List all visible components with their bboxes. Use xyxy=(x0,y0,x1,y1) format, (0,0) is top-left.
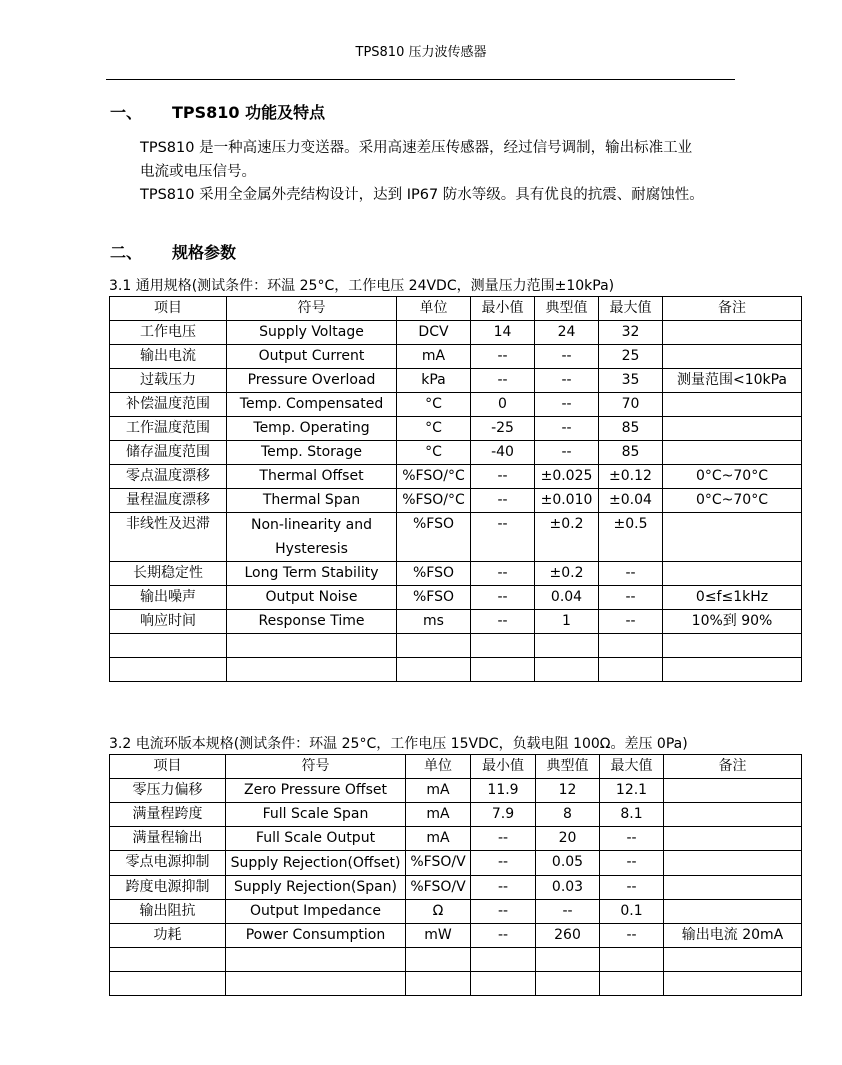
table-cell xyxy=(663,634,802,658)
table-cell: 0.04 xyxy=(535,586,599,610)
table-cell: 85 xyxy=(599,441,663,465)
table-cell xyxy=(110,972,226,996)
table-cell: 0.03 xyxy=(536,876,600,900)
table-cell: 功耗 xyxy=(110,924,226,948)
table-cell: ±0.2 xyxy=(535,513,599,562)
table-cell: 输出噪声 xyxy=(110,586,227,610)
column-header: 最大值 xyxy=(600,755,664,779)
table-cell xyxy=(600,948,664,972)
table-cell: -40 xyxy=(471,441,535,465)
table-cell: 满量程跨度 xyxy=(110,803,226,827)
table-cell: %FSO/V xyxy=(406,851,471,876)
table-row xyxy=(110,972,802,996)
table-cell: -- xyxy=(471,827,536,851)
page-header-title: TPS810 压力波传感器 xyxy=(355,45,487,60)
table-cell xyxy=(536,948,600,972)
table-row xyxy=(110,779,802,803)
table-cell: Supply Rejection(Offset) xyxy=(226,851,406,876)
table-row xyxy=(110,876,802,900)
table-cell: %FSO/°C xyxy=(397,465,471,489)
table-cell xyxy=(535,634,599,658)
table-cell xyxy=(663,345,802,369)
table-cell: 14 xyxy=(471,321,535,345)
table-cell: %FSO/V xyxy=(406,876,471,900)
table-cell: mA xyxy=(406,827,471,851)
table-cell: -- xyxy=(471,465,535,489)
table-cell: 响应时间 xyxy=(110,610,227,634)
table-cell: Temp. Compensated xyxy=(227,393,397,417)
table-cell: ±0.010 xyxy=(535,489,599,513)
column-header: 项目 xyxy=(110,755,226,779)
table-cell: -- xyxy=(600,851,664,876)
table-cell xyxy=(471,948,536,972)
table-cell: 工作温度范围 xyxy=(110,417,227,441)
table-cell: mA xyxy=(397,345,471,369)
table-cell: 0°C~70°C xyxy=(663,489,802,513)
table-cell: -- xyxy=(599,586,663,610)
table-cell: 0 xyxy=(471,393,535,417)
table-cell: -- xyxy=(471,562,535,586)
table-cell: ms xyxy=(397,610,471,634)
table-cell xyxy=(663,513,802,562)
table-cell: 补偿温度范围 xyxy=(110,393,227,417)
table-cell: °C xyxy=(397,417,471,441)
table-cell: -- xyxy=(535,369,599,393)
table-cell: mA xyxy=(406,803,471,827)
table-cell: -- xyxy=(471,610,535,634)
section-1-heading xyxy=(110,100,325,123)
table-cell: Response Time xyxy=(227,610,397,634)
table-cell: 零压力偏移 xyxy=(110,779,226,803)
table-cell: 1 xyxy=(535,610,599,634)
table-cell: 满量程输出 xyxy=(110,827,226,851)
table-cell: -- xyxy=(471,345,535,369)
column-header: 符号 xyxy=(227,297,397,321)
table-cell: Pressure Overload xyxy=(227,369,397,393)
header-row xyxy=(110,297,802,321)
section-2-number: 二、 xyxy=(110,243,143,262)
table-row xyxy=(110,417,802,441)
table-cell: 8 xyxy=(536,803,600,827)
table-cell: -- xyxy=(535,441,599,465)
table-cell: 20 xyxy=(536,827,600,851)
table-cell: Non-linearity and Hysteresis xyxy=(227,513,397,562)
table-row xyxy=(110,489,802,513)
table-cell: 12.1 xyxy=(600,779,664,803)
table-cell: %FSO xyxy=(397,562,471,586)
table-row xyxy=(110,393,802,417)
column-header: 典型值 xyxy=(535,297,599,321)
table-cell: 0≤f≤1kHz xyxy=(663,586,802,610)
table-cell xyxy=(600,972,664,996)
table-cell xyxy=(599,634,663,658)
table-cell xyxy=(664,948,802,972)
table-body xyxy=(110,755,802,996)
table-cell: Ω xyxy=(406,900,471,924)
column-header: 项目 xyxy=(110,297,227,321)
table-cell: -- xyxy=(535,417,599,441)
general-spec-table xyxy=(109,296,802,682)
table-cell: -- xyxy=(600,924,664,948)
table-cell: 量程温度漂移 xyxy=(110,489,227,513)
table-cell: 过载压力 xyxy=(110,369,227,393)
current-loop-spec-table xyxy=(109,754,802,996)
table-cell: Thermal Span xyxy=(227,489,397,513)
table-cell xyxy=(663,658,802,682)
table-cell: -- xyxy=(471,489,535,513)
table-cell: -- xyxy=(471,924,536,948)
table-cell: 85 xyxy=(599,417,663,441)
table-cell: -- xyxy=(599,562,663,586)
section-2-title: 规格参数 xyxy=(172,243,237,262)
table-cell: DCV xyxy=(397,321,471,345)
section-1-title: TPS810 功能及特点 xyxy=(172,103,326,122)
table-cell xyxy=(471,972,536,996)
table-cell xyxy=(663,393,802,417)
table-cell: 260 xyxy=(536,924,600,948)
table-cell xyxy=(664,876,802,900)
table-cell xyxy=(664,851,802,876)
table-cell: ±0.025 xyxy=(535,465,599,489)
section-2-heading xyxy=(110,240,236,263)
table-cell: -- xyxy=(535,393,599,417)
table-cell: Long Term Stability xyxy=(227,562,397,586)
table-row xyxy=(110,586,802,610)
table-cell: 长期稳定性 xyxy=(110,562,227,586)
table-cell: 32 xyxy=(599,321,663,345)
table-cell xyxy=(397,634,471,658)
table-cell: -- xyxy=(471,851,536,876)
column-header: 单位 xyxy=(397,297,471,321)
table-cell: -- xyxy=(536,900,600,924)
table-row xyxy=(110,321,802,345)
table-cell xyxy=(663,562,802,586)
table-cell: 7.9 xyxy=(471,803,536,827)
table-cell xyxy=(663,441,802,465)
section-1-paragraph-line-2: 电流或电压信号。 xyxy=(140,164,256,180)
table-cell xyxy=(664,779,802,803)
column-header: 典型值 xyxy=(536,755,600,779)
table-cell xyxy=(664,827,802,851)
table-cell: 输出电流 xyxy=(110,345,227,369)
table-cell: 输出阻抗 xyxy=(110,900,226,924)
table-cell: %FSO xyxy=(397,586,471,610)
table-cell: Full Scale Span xyxy=(226,803,406,827)
table-cell xyxy=(110,658,227,682)
table-cell: Thermal Offset xyxy=(227,465,397,489)
section-1-paragraph-line-1: TPS810 是一种高速压力变送器。采用高速差压传感器，经过信号调制，输出标准工业 xyxy=(140,140,693,156)
table-cell: 35 xyxy=(599,369,663,393)
column-header: 单位 xyxy=(406,755,471,779)
table-cell: 24 xyxy=(535,321,599,345)
table-row xyxy=(110,345,802,369)
table-cell: -- xyxy=(535,345,599,369)
table-row xyxy=(110,369,802,393)
table-row xyxy=(110,900,802,924)
table-row xyxy=(110,441,802,465)
table-cell: Zero Pressure Offset xyxy=(226,779,406,803)
table-cell: Output Impedance xyxy=(226,900,406,924)
header-row xyxy=(110,755,802,779)
table-cell xyxy=(110,634,227,658)
table-cell xyxy=(110,948,226,972)
table-cell: Supply Rejection(Span) xyxy=(226,876,406,900)
table-1-caption: 3.1 通用规格(测试条件：环温 25°C，工作电压 24VDC，测量压力范围±10kPa) xyxy=(109,278,615,294)
column-header: 最小值 xyxy=(471,755,536,779)
table-cell: 11.9 xyxy=(471,779,536,803)
table-cell: mA xyxy=(406,779,471,803)
table-cell: °C xyxy=(397,393,471,417)
table-row xyxy=(110,465,802,489)
table-row xyxy=(110,924,802,948)
table-cell xyxy=(664,900,802,924)
column-header: 符号 xyxy=(226,755,406,779)
table-cell xyxy=(226,972,406,996)
table-cell: kPa xyxy=(397,369,471,393)
table-cell xyxy=(406,948,471,972)
table-cell: ±0.04 xyxy=(599,489,663,513)
table-cell: ±0.2 xyxy=(535,562,599,586)
table-cell: -- xyxy=(600,876,664,900)
table-cell: Output Noise xyxy=(227,586,397,610)
table-cell: 12 xyxy=(536,779,600,803)
table-cell: %FSO/°C xyxy=(397,489,471,513)
table-cell: 25 xyxy=(599,345,663,369)
table-cell: 非线性及迟滞 xyxy=(110,513,227,562)
table-cell xyxy=(227,634,397,658)
section-1-paragraph-line-3: TPS810 采用全金属外壳结构设计，达到 IP67 防水等级。具有优良的抗震、耐腐蚀性。 xyxy=(140,187,704,203)
table-cell xyxy=(471,634,535,658)
table-cell xyxy=(536,972,600,996)
table-row xyxy=(110,513,802,562)
table-cell xyxy=(406,972,471,996)
table-cell: 跨度电源抑制 xyxy=(110,876,226,900)
table-cell: Power Consumption xyxy=(226,924,406,948)
table-cell: Full Scale Output xyxy=(226,827,406,851)
table-row xyxy=(110,634,802,658)
table-cell xyxy=(227,658,397,682)
section-1-number: 一、 xyxy=(110,103,143,122)
table-row xyxy=(110,803,802,827)
table-cell: ±0.12 xyxy=(599,465,663,489)
table-cell: 0°C~70°C xyxy=(663,465,802,489)
table-cell: 70 xyxy=(599,393,663,417)
table-row xyxy=(110,851,802,876)
table-cell: 0.05 xyxy=(536,851,600,876)
table-cell: 测量范围<10kPa xyxy=(663,369,802,393)
table-cell: %FSO xyxy=(397,513,471,562)
table-cell: -- xyxy=(600,827,664,851)
table-cell: 零点温度漂移 xyxy=(110,465,227,489)
table-cell: -- xyxy=(599,610,663,634)
table-row xyxy=(110,948,802,972)
table-cell xyxy=(397,658,471,682)
table-cell: -25 xyxy=(471,417,535,441)
table-cell xyxy=(535,658,599,682)
table-cell: Output Current xyxy=(227,345,397,369)
table-cell: 零点电源抑制 xyxy=(110,851,226,876)
table-cell xyxy=(663,321,802,345)
table-cell: -- xyxy=(471,876,536,900)
table-row xyxy=(110,827,802,851)
table-row xyxy=(110,610,802,634)
table-row xyxy=(110,658,802,682)
table-cell: 储存温度范围 xyxy=(110,441,227,465)
table-cell: -- xyxy=(471,369,535,393)
column-header: 最大值 xyxy=(599,297,663,321)
table-cell: -- xyxy=(471,513,535,562)
table-cell: Supply Voltage xyxy=(227,321,397,345)
table-cell xyxy=(226,948,406,972)
table-cell xyxy=(599,658,663,682)
table-cell: Temp. Operating xyxy=(227,417,397,441)
table-row xyxy=(110,562,802,586)
table-cell: mW xyxy=(406,924,471,948)
table-body xyxy=(110,297,802,682)
column-header: 最小值 xyxy=(471,297,535,321)
table-2-caption: 3.2 电流环版本规格(测试条件：环温 25°C，工作电压 15VDC，负载电阻 100Ω。差压 0Pa) xyxy=(109,736,688,752)
column-header: 备注 xyxy=(663,297,802,321)
table-cell: 工作电压 xyxy=(110,321,227,345)
table-cell: ±0.5 xyxy=(599,513,663,562)
table-cell: 8.1 xyxy=(600,803,664,827)
table-cell: 输出电流 20mA xyxy=(664,924,802,948)
table-cell xyxy=(471,658,535,682)
table-cell: 0.1 xyxy=(600,900,664,924)
header-divider xyxy=(106,79,735,80)
table-cell: -- xyxy=(471,586,535,610)
table-cell: Temp. Storage xyxy=(227,441,397,465)
table-cell xyxy=(664,972,802,996)
table-cell xyxy=(663,417,802,441)
table-cell: 10%到 90% xyxy=(663,610,802,634)
table-cell: -- xyxy=(471,900,536,924)
table-cell xyxy=(664,803,802,827)
column-header: 备注 xyxy=(664,755,802,779)
table-cell: °C xyxy=(397,441,471,465)
